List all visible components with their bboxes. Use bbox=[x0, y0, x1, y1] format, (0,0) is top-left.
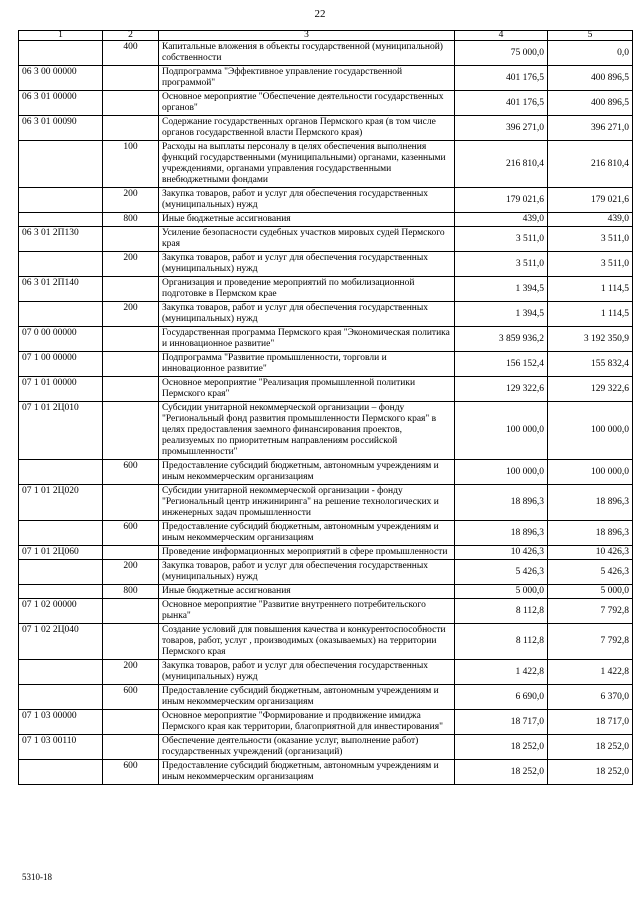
expense-type-cell bbox=[103, 116, 159, 141]
expense-type-cell: 100 bbox=[103, 141, 159, 188]
amount-year2-cell: 18 896,3 bbox=[548, 485, 633, 521]
item-name-cell: Проведение информационных мероприятий в сфере промышленности bbox=[159, 546, 455, 560]
table-row bbox=[19, 760, 633, 785]
amount-year2-cell: 18 252,0 bbox=[548, 760, 633, 785]
table-row bbox=[19, 624, 633, 660]
target-article-cell bbox=[19, 560, 103, 585]
table-row bbox=[19, 188, 633, 213]
item-name-cell: Основное мероприятие "Обеспечение деятельности государственных органов" bbox=[159, 91, 455, 116]
table-row bbox=[19, 352, 633, 377]
amount-year2-cell: 5 000,0 bbox=[548, 585, 633, 599]
amount-year1-cell: 401 176,5 bbox=[455, 91, 548, 116]
amount-year1-cell: 5 426,3 bbox=[455, 560, 548, 585]
amount-year2-cell: 1 114,5 bbox=[548, 302, 633, 327]
target-article-cell: 06 3 00 00000 bbox=[19, 66, 103, 91]
page-number: 22 bbox=[314, 8, 326, 20]
target-article-cell: 07 1 02 2Ц040 bbox=[19, 624, 103, 660]
table-row bbox=[19, 116, 633, 141]
table-row bbox=[19, 460, 633, 485]
target-article-cell bbox=[19, 188, 103, 213]
amount-year1-cell: 8 112,8 bbox=[455, 624, 548, 660]
footer-code: 5310-18 bbox=[22, 872, 52, 882]
amount-year1-cell: 100 000,0 bbox=[455, 460, 548, 485]
amount-year1-cell: 396 271,0 bbox=[455, 116, 548, 141]
item-name-cell: Закупка товаров, работ и услуг для обеспечения государственных (муниципальных) нужд bbox=[159, 252, 455, 277]
amount-year1-cell: 8 112,8 bbox=[455, 599, 548, 624]
expense-type-cell bbox=[103, 352, 159, 377]
expense-type-cell: 200 bbox=[103, 252, 159, 277]
table-row bbox=[19, 521, 633, 546]
amount-year1-cell: 18 252,0 bbox=[455, 735, 548, 760]
expense-type-cell: 200 bbox=[103, 302, 159, 327]
column-header-5: 5 bbox=[548, 31, 633, 41]
table-row bbox=[19, 302, 633, 327]
amount-year2-cell: 6 370,0 bbox=[548, 685, 633, 710]
amount-year1-cell: 179 021,6 bbox=[455, 188, 548, 213]
amount-year1-cell: 3 859 936,2 bbox=[455, 327, 548, 352]
amount-year1-cell: 156 152,4 bbox=[455, 352, 548, 377]
target-article-cell: 06 3 01 00000 bbox=[19, 91, 103, 116]
target-article-cell: 07 1 03 00000 bbox=[19, 710, 103, 735]
expense-type-cell bbox=[103, 227, 159, 252]
item-name-cell: Создание условий для повышения качества и конкурентоспособности товаров, работ, услуг , производимых (оказываемых) на территории Пермского края bbox=[159, 624, 455, 660]
amount-year2-cell: 18 717,0 bbox=[548, 710, 633, 735]
expense-type-cell bbox=[103, 277, 159, 302]
expense-type-cell bbox=[103, 735, 159, 760]
target-article-cell bbox=[19, 302, 103, 327]
amount-year2-cell: 7 792,8 bbox=[548, 599, 633, 624]
item-name-cell: Субсидии унитарной некоммерческой организации – фонду "Региональный фонд развития промышленности Пермского края" в целях предоставления заемного финансирования проектов, реализуемых по приоритетным направлениям российской промышленности" bbox=[159, 402, 455, 460]
amount-year2-cell: 3 511,0 bbox=[548, 227, 633, 252]
target-article-cell bbox=[19, 41, 103, 66]
item-name-cell: Предоставление субсидий бюджетным, автономным учреждениям и иным некоммерческим организациям bbox=[159, 521, 455, 546]
expense-type-cell bbox=[103, 710, 159, 735]
item-name-cell: Субсидии унитарной некоммерческой организации - фонду "Региональный центр инжиниринга" на решение технологических и инженерных задач промышленности bbox=[159, 485, 455, 521]
amount-year1-cell: 439,0 bbox=[455, 213, 548, 227]
expense-type-cell bbox=[103, 485, 159, 521]
amount-year2-cell: 100 000,0 bbox=[548, 460, 633, 485]
table-row bbox=[19, 485, 633, 521]
amount-year1-cell: 216 810,4 bbox=[455, 141, 548, 188]
target-article-cell bbox=[19, 685, 103, 710]
table-row bbox=[19, 327, 633, 352]
target-article-cell: 07 1 03 00110 bbox=[19, 735, 103, 760]
table-row bbox=[19, 710, 633, 735]
amount-year1-cell: 6 690,0 bbox=[455, 685, 548, 710]
item-name-cell: Закупка товаров, работ и услуг для обеспечения государственных (муниципальных) нужд bbox=[159, 188, 455, 213]
item-name-cell: Закупка товаров, работ и услуг для обеспечения государственных (муниципальных) нужд bbox=[159, 660, 455, 685]
expense-type-cell: 600 bbox=[103, 521, 159, 546]
amount-year2-cell: 0,0 bbox=[548, 41, 633, 66]
target-article-cell: 06 3 01 2П130 bbox=[19, 227, 103, 252]
amount-year2-cell: 100 000,0 bbox=[548, 402, 633, 460]
item-name-cell: Предоставление субсидий бюджетным, автономным учреждениям и иным некоммерческим организациям bbox=[159, 460, 455, 485]
target-article-cell: 07 1 02 00000 bbox=[19, 599, 103, 624]
amount-year2-cell: 1 422,8 bbox=[548, 660, 633, 685]
table-row bbox=[19, 66, 633, 91]
amount-year1-cell: 18 717,0 bbox=[455, 710, 548, 735]
item-name-cell: Закупка товаров, работ и услуг для обеспечения государственных (муниципальных) нужд bbox=[159, 560, 455, 585]
target-article-cell: 06 3 01 00090 bbox=[19, 116, 103, 141]
expense-type-cell bbox=[103, 327, 159, 352]
amount-year1-cell: 401 176,5 bbox=[455, 66, 548, 91]
target-article-cell: 07 1 01 2Ц060 bbox=[19, 546, 103, 560]
table-row bbox=[19, 735, 633, 760]
amount-year2-cell: 400 896,5 bbox=[548, 91, 633, 116]
item-name-cell: Закупка товаров, работ и услуг для обеспечения государственных (муниципальных) нужд bbox=[159, 302, 455, 327]
table-row bbox=[19, 252, 633, 277]
table-row bbox=[19, 402, 633, 460]
target-article-cell: 07 1 01 2Ц020 bbox=[19, 485, 103, 521]
table-row bbox=[19, 227, 633, 252]
table-row bbox=[19, 599, 633, 624]
expense-type-cell bbox=[103, 377, 159, 402]
item-name-cell: Содержание государственных органов Пермского края (в том числе органов государственной власти Пермского края) bbox=[159, 116, 455, 141]
target-article-cell: 07 1 01 2Ц010 bbox=[19, 402, 103, 460]
target-article-cell bbox=[19, 141, 103, 188]
item-name-cell: Основное мероприятие "Формирование и продвижение имиджа Пермского края как территории, благоприятной для инвестирования" bbox=[159, 710, 455, 735]
amount-year2-cell: 18 896,3 bbox=[548, 521, 633, 546]
table-row bbox=[19, 585, 633, 599]
expense-type-cell: 800 bbox=[103, 213, 159, 227]
expense-type-cell bbox=[103, 599, 159, 624]
expense-type-cell: 200 bbox=[103, 660, 159, 685]
target-article-cell bbox=[19, 585, 103, 599]
table-row bbox=[19, 377, 633, 402]
table-row bbox=[19, 660, 633, 685]
table-row bbox=[19, 546, 633, 560]
target-article-cell: 07 1 01 00000 bbox=[19, 377, 103, 402]
amount-year1-cell: 10 426,3 bbox=[455, 546, 548, 560]
amount-year2-cell: 3 192 350,9 bbox=[548, 327, 633, 352]
target-article-cell bbox=[19, 660, 103, 685]
item-name-cell: Расходы на выплаты персоналу в целях обеспечения выполнения функций государственными (муниципальными) органами, казенными учреждениями, органами управления государственными внебюджетными фондами bbox=[159, 141, 455, 188]
column-header-2: 2 bbox=[103, 31, 159, 41]
expense-type-cell: 600 bbox=[103, 760, 159, 785]
item-name-cell: Организация и проведение мероприятий по мобилизационной подготовке в Пермском крае bbox=[159, 277, 455, 302]
target-article-cell bbox=[19, 252, 103, 277]
amount-year2-cell: 129 322,6 bbox=[548, 377, 633, 402]
table-row bbox=[19, 685, 633, 710]
target-article-cell bbox=[19, 760, 103, 785]
expense-type-cell bbox=[103, 91, 159, 116]
table-row bbox=[19, 277, 633, 302]
item-name-cell: Предоставление субсидий бюджетным, автономным учреждениям и иным некоммерческим организациям bbox=[159, 760, 455, 785]
amount-year1-cell: 1 394,5 bbox=[455, 277, 548, 302]
column-header-1: 1 bbox=[19, 31, 103, 41]
item-name-cell: Иные бюджетные ассигнования bbox=[159, 213, 455, 227]
amount-year2-cell: 3 511,0 bbox=[548, 252, 633, 277]
expense-type-cell: 200 bbox=[103, 188, 159, 213]
amount-year2-cell: 7 792,8 bbox=[548, 624, 633, 660]
amount-year1-cell: 100 000,0 bbox=[455, 402, 548, 460]
item-name-cell: Подпрограмма "Эффективное управление государственной программой" bbox=[159, 66, 455, 91]
amount-year1-cell: 5 000,0 bbox=[455, 585, 548, 599]
expense-type-cell: 600 bbox=[103, 685, 159, 710]
amount-year2-cell: 5 426,3 bbox=[548, 560, 633, 585]
item-name-cell: Иные бюджетные ассигнования bbox=[159, 585, 455, 599]
amount-year2-cell: 400 896,5 bbox=[548, 66, 633, 91]
expense-type-cell bbox=[103, 624, 159, 660]
target-article-cell bbox=[19, 460, 103, 485]
target-article-cell: 07 0 00 00000 bbox=[19, 327, 103, 352]
amount-year2-cell: 18 252,0 bbox=[548, 735, 633, 760]
expense-type-cell: 800 bbox=[103, 585, 159, 599]
table-row bbox=[19, 141, 633, 188]
item-name-cell: Государственная программа Пермского края "Экономическая политика и инновационное развитие" bbox=[159, 327, 455, 352]
item-name-cell: Подпрограмма "Развитие промышленности, торговли и инновационное развитие" bbox=[159, 352, 455, 377]
amount-year1-cell: 1 422,8 bbox=[455, 660, 548, 685]
table-row bbox=[19, 560, 633, 585]
item-name-cell: Усиление безопасности судебных участков мировых судей Пермского края bbox=[159, 227, 455, 252]
amount-year2-cell: 10 426,3 bbox=[548, 546, 633, 560]
expense-type-cell bbox=[103, 402, 159, 460]
item-name-cell: Основное мероприятие "Реализация промышленной политики Пермского края" bbox=[159, 377, 455, 402]
amount-year2-cell: 439,0 bbox=[548, 213, 633, 227]
item-name-cell: Капитальные вложения в объекты государственной (муниципальной) собственности bbox=[159, 41, 455, 66]
table-row bbox=[19, 213, 633, 227]
expense-type-cell bbox=[103, 546, 159, 560]
item-name-cell: Предоставление субсидий бюджетным, автономным учреждениям и иным некоммерческим организациям bbox=[159, 685, 455, 710]
amount-year1-cell: 18 252,0 bbox=[455, 760, 548, 785]
amount-year2-cell: 396 271,0 bbox=[548, 116, 633, 141]
expense-type-cell: 600 bbox=[103, 460, 159, 485]
amount-year1-cell: 75 000,0 bbox=[455, 41, 548, 66]
expense-type-cell: 400 bbox=[103, 41, 159, 66]
expense-type-cell: 200 bbox=[103, 560, 159, 585]
amount-year2-cell: 216 810,4 bbox=[548, 141, 633, 188]
amount-year2-cell: 155 832,4 bbox=[548, 352, 633, 377]
amount-year1-cell: 18 896,3 bbox=[455, 521, 548, 546]
column-number-row bbox=[19, 31, 633, 41]
expense-type-cell bbox=[103, 66, 159, 91]
column-header-4: 4 bbox=[455, 31, 548, 41]
amount-year1-cell: 129 322,6 bbox=[455, 377, 548, 402]
target-article-cell bbox=[19, 521, 103, 546]
amount-year2-cell: 1 114,5 bbox=[548, 277, 633, 302]
table-row bbox=[19, 91, 633, 116]
amount-year1-cell: 18 896,3 bbox=[455, 485, 548, 521]
target-article-cell: 07 1 00 00000 bbox=[19, 352, 103, 377]
item-name-cell: Обеспечение деятельности (оказание услуг, выполнение работ) государственных учреждений (организаций) bbox=[159, 735, 455, 760]
amount-year1-cell: 3 511,0 bbox=[455, 252, 548, 277]
budget-table bbox=[18, 30, 633, 785]
target-article-cell: 06 3 01 2П140 bbox=[19, 277, 103, 302]
amount-year1-cell: 3 511,0 bbox=[455, 227, 548, 252]
table-row bbox=[19, 41, 633, 66]
target-article-cell bbox=[19, 213, 103, 227]
amount-year1-cell: 1 394,5 bbox=[455, 302, 548, 327]
column-header-3: 3 bbox=[159, 31, 455, 41]
item-name-cell: Основное мероприятие "Развитие внутреннего потребительского рынка" bbox=[159, 599, 455, 624]
amount-year2-cell: 179 021,6 bbox=[548, 188, 633, 213]
